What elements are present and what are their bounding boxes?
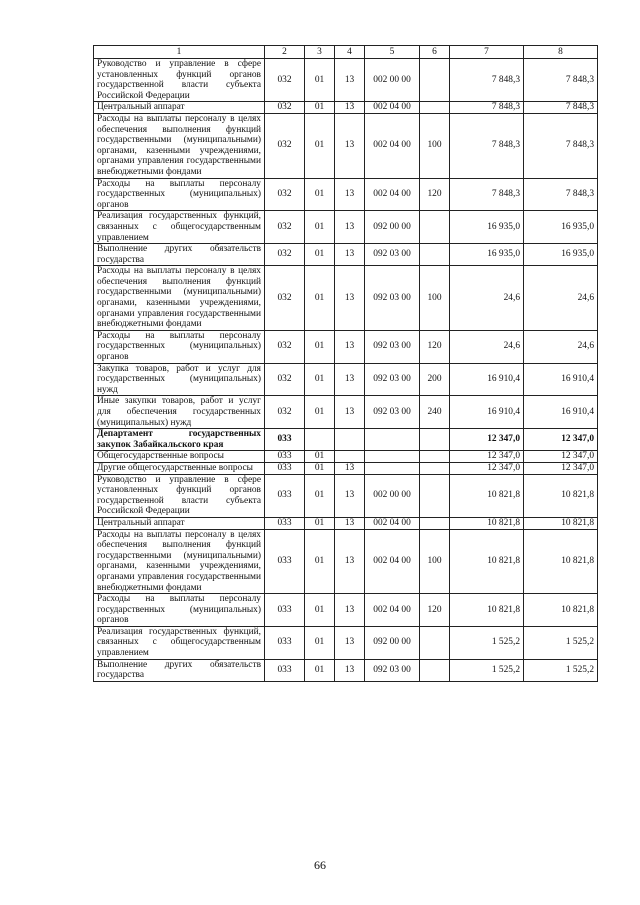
section-cell: 01 [305,244,335,266]
section-cell: 01 [305,59,335,102]
subsection-cell: 13 [335,474,365,517]
subsection-cell: 13 [335,659,365,681]
expense-type-cell: 240 [420,396,450,429]
amount-cell: 24,6 [524,330,598,363]
section-cell: 01 [305,363,335,396]
amount-cell: 24,6 [450,330,524,363]
item-name-cell: Закупка товаров, работ и услуг для государственных (муниципальных) нужд [94,363,265,396]
amount-cell: 24,6 [524,266,598,331]
item-name-cell: Реализация государственных функций, связанных с общегосударственным управлением [94,211,265,244]
target-article-cell: 092 03 00 [365,330,420,363]
target-article-cell: 092 00 00 [365,211,420,244]
table-row [94,330,598,363]
item-name-cell: Центральный аппарат [94,517,265,529]
item-name-cell: Реализация государственных функций, связанных с общегосударственным управлением [94,626,265,659]
column-header: 2 [265,46,305,59]
amount-cell: 7 848,3 [524,113,598,178]
section-cell: 01 [305,462,335,474]
item-name-cell: Руководство и управление в сфере установленных функций органов государственной власти субъекта Российской Федерации [94,59,265,102]
table-row [94,266,598,331]
item-name-cell: Расходы на выплаты персоналу в целях обеспечения выполнения функций государственными (муниципальными) органами, казенными учреждениями, органами управления государственными внебюджетными фондами [94,529,265,594]
target-article-cell: 092 03 00 [365,659,420,681]
item-name-cell: Выполнение других обязательств государства [94,244,265,266]
amount-cell: 12 347,0 [450,429,524,451]
table-row [94,474,598,517]
subsection-cell: 13 [335,113,365,178]
amount-cell: 10 821,8 [524,474,598,517]
ministry-code-cell: 033 [265,626,305,659]
table-row [94,462,598,474]
amount-cell: 10 821,8 [524,517,598,529]
target-article-cell: 002 04 00 [365,594,420,627]
ministry-code-cell: 033 [265,659,305,681]
target-article-cell: 002 04 00 [365,517,420,529]
expense-type-cell [420,211,450,244]
target-article-cell: 092 03 00 [365,244,420,266]
amount-cell: 16 910,4 [524,396,598,429]
expense-type-cell: 200 [420,363,450,396]
item-name-cell: Расходы на выплаты персоналу в целях обеспечения выполнения функций государственными (муниципальными) органами, казенными учреждениями, органами управления государственными внебюджетными фондами [94,266,265,331]
ministry-code-cell: 033 [265,474,305,517]
table-row [94,594,598,627]
item-name-cell: Руководство и управление в сфере установленных функций органов государственной власти субъекта Российской Федерации [94,474,265,517]
ministry-code-cell: 033 [265,429,305,451]
column-header: 1 [94,46,265,59]
expense-type-cell [420,59,450,102]
ministry-code-cell: 032 [265,330,305,363]
item-name-cell: Расходы на выплаты персоналу государственных (муниципальных) органов [94,594,265,627]
table-row [94,451,598,463]
subsection-cell: 13 [335,330,365,363]
ministry-code-cell: 032 [265,113,305,178]
ministry-code-cell: 032 [265,102,305,114]
table-row [94,626,598,659]
item-name-cell: Общегосударственные вопросы [94,451,265,463]
target-article-cell [365,462,420,474]
amount-cell: 16 935,0 [524,211,598,244]
ministry-code-cell: 033 [265,594,305,627]
amount-cell: 12 347,0 [450,462,524,474]
column-header: 8 [524,46,598,59]
section-cell [305,429,335,451]
expense-type-cell [420,429,450,451]
amount-cell: 10 821,8 [450,594,524,627]
section-cell: 01 [305,451,335,463]
expense-type-cell [420,659,450,681]
expense-type-cell: 100 [420,113,450,178]
table-row [94,517,598,529]
amount-cell: 12 347,0 [524,462,598,474]
amount-cell: 1 525,2 [524,659,598,681]
subsection-cell: 13 [335,102,365,114]
expense-type-cell [420,626,450,659]
section-cell: 01 [305,529,335,594]
expense-type-cell: 120 [420,178,450,211]
target-article-cell [365,451,420,463]
amount-cell: 7 848,3 [450,102,524,114]
amount-cell: 1 525,2 [524,626,598,659]
amount-cell: 10 821,8 [450,517,524,529]
table-row [94,102,598,114]
expense-type-cell [420,517,450,529]
subsection-cell [335,429,365,451]
column-header: 6 [420,46,450,59]
expense-type-cell [420,244,450,266]
amount-cell: 7 848,3 [524,178,598,211]
amount-cell: 16 910,4 [450,363,524,396]
amount-cell: 12 347,0 [524,451,598,463]
target-article-cell: 002 00 00 [365,474,420,517]
table-header-row [94,46,598,59]
subsection-cell: 13 [335,178,365,211]
subsection-cell: 13 [335,363,365,396]
amount-cell: 16 910,4 [524,363,598,396]
target-article-cell: 002 04 00 [365,102,420,114]
amount-cell: 10 821,8 [450,474,524,517]
amount-cell: 24,6 [450,266,524,331]
subsection-cell [335,451,365,463]
budget-table [93,45,598,682]
ministry-code-cell: 032 [265,266,305,331]
subsection-cell: 13 [335,211,365,244]
ministry-code-cell: 032 [265,211,305,244]
target-article-cell: 002 04 00 [365,178,420,211]
ministry-code-cell: 033 [265,462,305,474]
section-cell: 01 [305,102,335,114]
amount-cell: 1 525,2 [450,659,524,681]
table-row [94,244,598,266]
subsection-cell: 13 [335,266,365,331]
table-row [94,396,598,429]
item-name-cell: Расходы на выплаты персоналу в целях обеспечения выполнения функций государственными (муниципальными) органами, казенными учреждениями, органами управления государственными внебюджетными фондами [94,113,265,178]
subsection-cell: 13 [335,59,365,102]
item-name-cell: Центральный аппарат [94,102,265,114]
subsection-cell: 13 [335,462,365,474]
amount-cell: 7 848,3 [450,178,524,211]
subsection-cell: 13 [335,529,365,594]
target-article-cell: 002 04 00 [365,529,420,594]
expense-type-cell: 100 [420,266,450,331]
amount-cell: 7 848,3 [524,102,598,114]
subsection-cell: 13 [335,594,365,627]
ministry-code-cell: 033 [265,451,305,463]
expense-type-cell: 120 [420,330,450,363]
amount-cell: 12 347,0 [524,429,598,451]
ministry-code-cell: 032 [265,396,305,429]
section-cell: 01 [305,266,335,331]
amount-cell: 7 848,3 [450,113,524,178]
section-cell: 01 [305,594,335,627]
table-row [94,113,598,178]
table-row [94,211,598,244]
table-row [94,363,598,396]
expense-type-cell [420,474,450,517]
target-article-cell: 002 04 00 [365,113,420,178]
subsection-cell: 13 [335,396,365,429]
amount-cell: 7 848,3 [524,59,598,102]
subsection-cell: 13 [335,517,365,529]
subsection-cell: 13 [335,244,365,266]
section-cell: 01 [305,396,335,429]
target-article-cell: 092 03 00 [365,396,420,429]
subsection-cell: 13 [335,626,365,659]
ministry-code-cell: 032 [265,59,305,102]
section-cell: 01 [305,211,335,244]
item-name-cell: Иные закупки товаров, работ и услуг для обеспечения государственных (муниципальных) нужд [94,396,265,429]
page-number: 66 [314,858,326,872]
amount-cell: 7 848,3 [450,59,524,102]
ministry-code-cell: 032 [265,178,305,211]
target-article-cell [365,429,420,451]
amount-cell: 10 821,8 [524,529,598,594]
column-header: 3 [305,46,335,59]
target-article-cell: 002 00 00 [365,59,420,102]
expense-type-cell [420,451,450,463]
amount-cell: 16 935,0 [524,244,598,266]
column-header: 7 [450,46,524,59]
ministry-code-cell: 032 [265,244,305,266]
ministry-code-cell: 033 [265,529,305,594]
section-cell: 01 [305,626,335,659]
expense-type-cell [420,102,450,114]
ministry-code-cell: 032 [265,363,305,396]
expense-type-cell [420,462,450,474]
amount-cell: 10 821,8 [450,529,524,594]
section-cell: 01 [305,113,335,178]
amount-cell: 12 347,0 [450,451,524,463]
table-row [94,659,598,681]
amount-cell: 10 821,8 [524,594,598,627]
target-article-cell: 092 03 00 [365,266,420,331]
amount-cell: 16 935,0 [450,244,524,266]
item-name-cell: Департамент государственных закупок Забайкальского края [94,429,265,451]
expense-type-cell: 100 [420,529,450,594]
amount-cell: 16 935,0 [450,211,524,244]
column-header: 4 [335,46,365,59]
item-name-cell: Расходы на выплаты персоналу государственных (муниципальных) органов [94,178,265,211]
column-header: 5 [365,46,420,59]
section-cell: 01 [305,517,335,529]
amount-cell: 1 525,2 [450,626,524,659]
item-name-cell: Выполнение других обязательств государства [94,659,265,681]
section-cell: 01 [305,178,335,211]
item-name-cell: Другие общегосударственные вопросы [94,462,265,474]
target-article-cell: 092 03 00 [365,363,420,396]
table-row [94,429,598,451]
amount-cell: 16 910,4 [450,396,524,429]
ministry-code-cell: 033 [265,517,305,529]
table-row [94,59,598,102]
expense-type-cell: 120 [420,594,450,627]
section-cell: 01 [305,330,335,363]
item-name-cell: Расходы на выплаты персоналу государственных (муниципальных) органов [94,330,265,363]
section-cell: 01 [305,659,335,681]
section-cell: 01 [305,474,335,517]
target-article-cell: 092 00 00 [365,626,420,659]
table-row [94,529,598,594]
table-row [94,178,598,211]
